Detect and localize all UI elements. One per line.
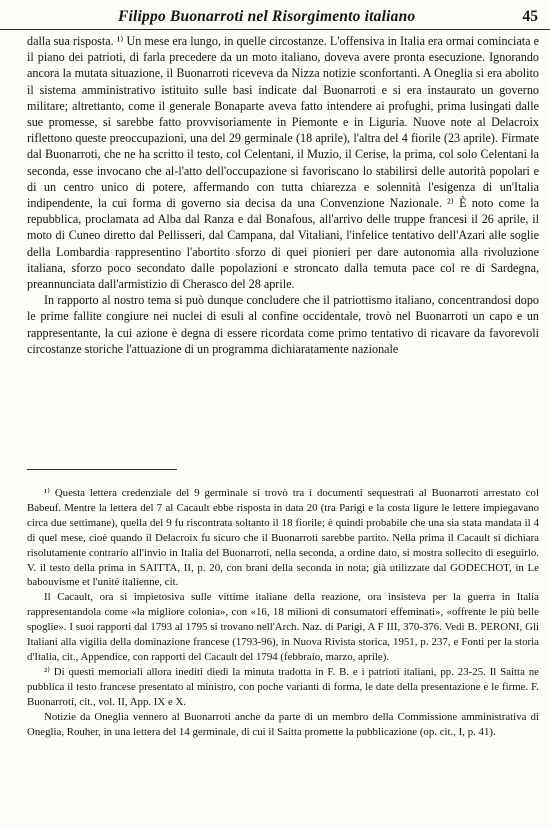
footnote: Il Cacault, ora si impietosiva sulle vittime italiane della reazione, ora insisteva per la guerra in Italia rappresentandola come «la migliore colonia», con «16, 18 milioni di consumatori effeminati», «offrente le più belle spoglie». I suoi rapporti dal 1793 al 1795 si trovano nell'Arch. Naz. di Parigi, A F III, 370-376. Vedi B. PERONI, Gli Italiani alla vigilia della dominazione francese (1793-96), in Nuova Rivista storica, 1951, p. 237, e Fonti per la storia d'Italia, cit., Appendice, con rapporti del Cacault del 1794 (febbraio, marzo, aprile). bbox=[27, 591, 539, 663]
page-header bbox=[0, 0, 550, 30]
body-paragraph: In rapporto al nostro tema si può dunque concludere che il patriottismo italiano, concentrandosi dopo le prime fallite congiure nei nuclei di esuli al confine occidentale, trovò nel Buonarroti un capo e un rappresentante, la cui azione è degna di essere ricordata come primo tentativo di ricavare da favorevoli circostanze storiche l'attuazione di un programma dichiaratamente nazionale bbox=[27, 293, 539, 356]
footnotes bbox=[27, 486, 539, 739]
main-text bbox=[27, 33, 539, 357]
body-paragraph: dalla sua risposta. ¹⁾ Un mese era lungo, in quelle circostanze. L'offensiva in Italia era ormai cominciata e il piano dei patrioti, di farla precedere da un moto italiano, doveva avere pronta esecuzione. Ignorando ancora la mutata situazione, il Buonarroti riceveva da Nizza notizie sconfortanti. A Oneglia si era abolito il sistema amministrativo istituito sulle basi indicate dal Buonarroti e si era instaurato un governo militare; altrettanto, come il generale Bonaparte aveva fatto intendere ai profughi, prima lusingati dalle sue promesse, si sarebbe fatto provvisoriamente in Piemonte e in Liguria. Nuove note al Delacroix riflettono queste preoccupazioni, una del 29 germinale (18 aprile), l'altra del 4 fiorile (23 aprile). Firmate dal Buonarroti, che ne ha scritto il testo, col Celentani, il Muzio, il Cerise, la prima, col solo Celentani la seconda, esse invocano che al-l'atto dell'occupazione si favoriscano lo stabilirsi delle autorità popolari e di un centro unico di potere, affermando con tutta chiarezza e solennità l'esigenza di un'Italia indipendente, la cui forma di governo sia decisa da una Convenzione Nazionale. ²⁾ È noto come la repubblica, proclamata ad Alba dal Ranza e dal Bonafous, all'arrivo delle truppe francesi il 26 aprile, il moto di Cuneo diretto dal Pellisseri, dal Campana, dal Vitaliani, l'infelice tentativo dell'Azari alle soglie della Lombardia rappresentino l'abortito sforzo di quei pionieri per dare autonomia alla rivoluzione italiana, sforzo poco secondato dalle popolazioni e stroncato dalla temuta pace col re di Sardegna, preannunciata dall'armistizio di Cherasco del 28 aprile. bbox=[27, 34, 539, 292]
footnote: ¹⁾ Questa lettera credenziale del 9 germinale si trovò tra i documenti sequestrati al Buonarroti arrestato col Babeuf. Mentre la lettera del 7 al Cacault ebbe risposta in data 20 (tra Parigi e la costa ligure le lettere impiegavano circa due settimane), quella del 9 fu riscontrata soltanto il 18 fiorile; è quindi probabile che una sia stata mandata il 4 di quel mese, cioè quando il Delacroix fu sicuro che il Buonarroti sarebbe partito. Nella prima il Cacault si dichiara risolutamente contrario all'invio in Italia del Buonarroti, nella seconda, a ordine dato, si mostra sollecito di eseguirlo. V. il testo della prima in SAITTA, II, p. 20, con brani della seconda in nota; già utilizzate dal GODECHOT, in Le babouvisme et l'unité italienne, cit. bbox=[27, 487, 539, 589]
footnote: ²⁾ Di questi memoriali allora inediti diedi la minuta tradotta in F. B. e i patrioti italiani, pp. 23-25. Il Saitta ne pubblica il testo francese presentato al ministro, con poche varianti di forma, le date della presentazione e le firme. F. Buonarroti, cit., vol. II, App. IX e X. bbox=[27, 665, 539, 708]
footnote: Notizie da Oneglia vennero al Buonarroti anche da parte di un membro della Commissione amministrativa di Oneglia, Rouher, in una lettera del 14 germinale, di cui il Saitta promette la pubblicazione (op. cit., I, p. 41). bbox=[27, 710, 539, 738]
footnote-divider bbox=[27, 469, 177, 470]
running-title: Filippo Buonarroti nel Risorgimento italiano bbox=[118, 8, 416, 25]
page-number: 45 bbox=[522, 8, 538, 25]
